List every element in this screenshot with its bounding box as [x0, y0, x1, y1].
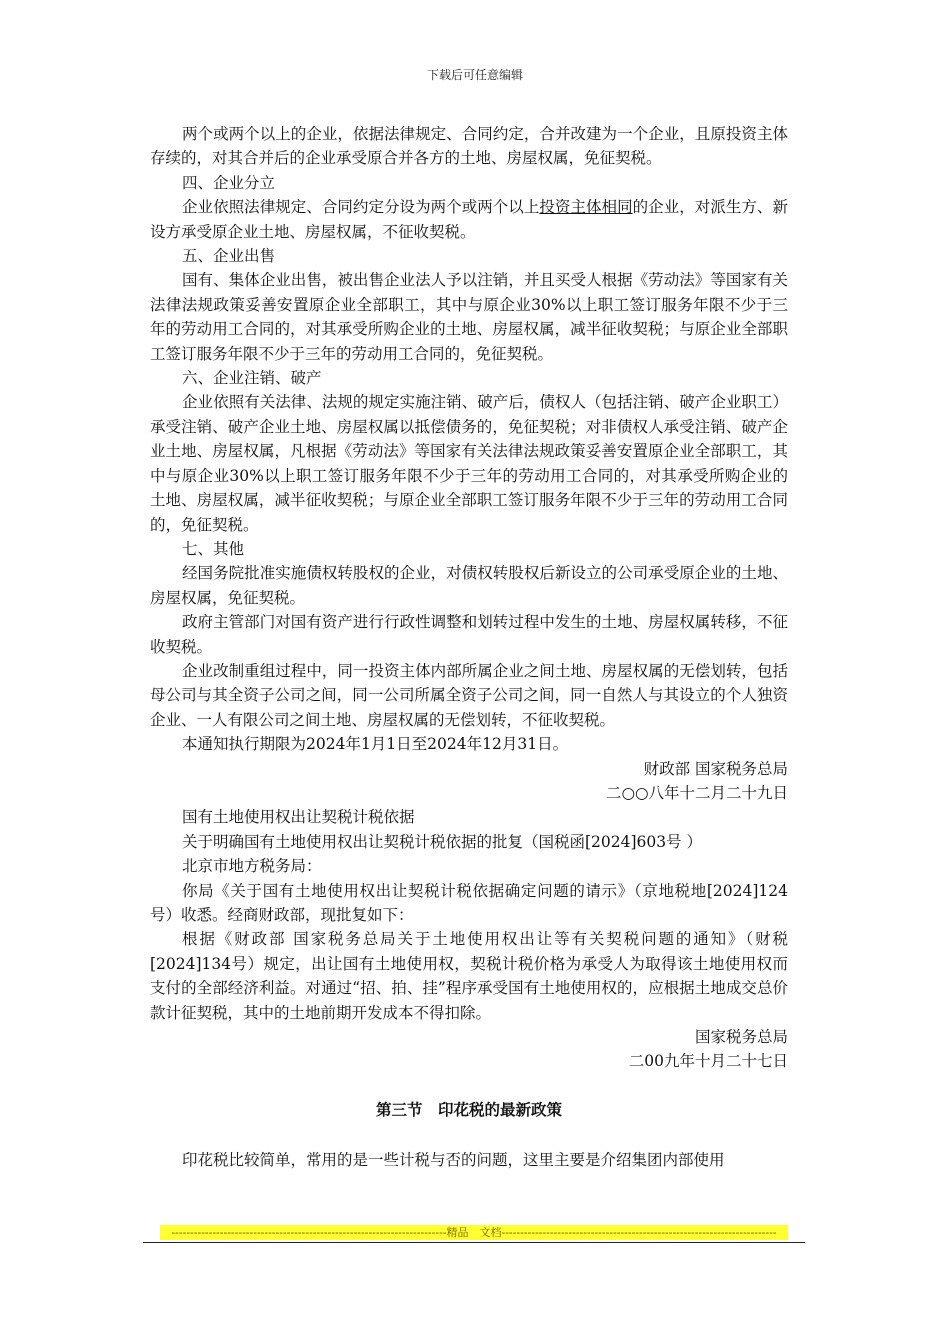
paragraph-stamp-tax: 印花税比较简单，常用的是一些计税与否的问题，这里主要是介绍集团内部使用	[182, 1150, 725, 1169]
signature-issuer-2: 国家税务总局	[694, 1028, 788, 1047]
section-heading-5: 五、企业出售	[182, 247, 276, 266]
addressee: 北京市地方税务局：	[182, 857, 322, 876]
document-body	[150, 122, 788, 1172]
section-heading-4: 四、企业分立	[182, 173, 276, 192]
footer-divider	[143, 1242, 805, 1243]
section-heading-7: 七、其他	[182, 539, 245, 558]
paragraph-split	[150, 195, 788, 244]
paragraph-bankruptcy: 企业依照有关法律、法规的规定实施注销、破产后，债权人（包括注销、破产企业职工）承受注销、破产企业土地、房屋权属以抵偿债务的，免征契税；对非债权人承受注销、破产企业土地、房屋权属，凡根据《劳动法》等国家有关法律法规政策妥善安置原企业全部职工，其中与原企业30%以上职工签订服务年限不少于三年的劳动用工合同的，对其承受所购企业的土地、房屋权属，减半征收契税；与原企业全部职工签订服务年限不少于三年的劳动用工合同的，免征契税。	[150, 393, 788, 534]
signature-date-2: 二00九年十月二十七日	[628, 1052, 788, 1071]
signature-issuer: 财政部 国家税务总局	[643, 759, 788, 778]
paragraph-split-part2: 的企业，对派生方、新设方承受原企业土地、房屋权属，不征收契税。	[150, 198, 788, 241]
underlined-term: 投资主体相同	[539, 198, 633, 217]
paragraph-ruling: 根据《财政部 国家税务总局关于土地使用权出让等有关契税问题的通知》（财税[2024]134号）规定，出让国有土地使用权，契税计税价格为承受人为取得该土地使用权而支付的全部经济利益。对通过“招、拍、挂”程序承受国有土地使用权的，应根据土地成交总价款计征契税，其中的土地前期开发成本不得扣除。	[150, 930, 788, 1022]
paragraph-validity: 本通知执行期限为2024年1月1日至2024年12月31日。	[182, 735, 569, 754]
paragraph-state-assets: 政府主管部门对国有资产进行行政性调整和划转过程中发生的土地、房屋权属转移，不征收契税。	[150, 613, 788, 656]
subtitle-basis: 国有土地使用权出让契税计税依据	[182, 808, 415, 827]
paragraph-split-part1: 企业依照法律规定、合同约定分设为两个或两个以上	[182, 198, 540, 217]
page-header: 下载后可任意编辑	[426, 68, 523, 82]
section-heading-6: 六、企业注销、破产	[182, 369, 322, 388]
reply-title: 关于明确国有土地使用权出让契税计税依据的批复（国税函[2024]603号 ）	[182, 832, 703, 851]
section-title: 第三节 印花税的最新政策	[375, 1100, 562, 1119]
signature-date: 二○○八年十二月二十九日	[605, 783, 788, 802]
page-footer: --------------------------------------------------------------------------精品 文档--------------------------------------------------------------------------	[160, 1225, 788, 1240]
paragraph-sale: 国有、集体企业出售，被出售企业法人予以注销，并且买受人根据《劳动法》等国家有关法律法规政策妥善安置原企业全部职工，其中与原企业30%以上职工签订服务年限不少于三年的劳动用工合同的，对其承受所购企业的土地、房屋权属，减半征收契税；与原企业全部职工签订服务年限不少于三年的劳动用工合同的，免征契税。	[150, 271, 788, 363]
paragraph-debt-equity: 经国务院批准实施债权转股权的企业，对债权转股权后新设立的公司承受原企业的土地、房屋权属，免征契税。	[150, 564, 788, 607]
paragraph-merger: 两个或两个以上的企业，依据法律规定、合同约定，合并改建为一个企业，且原投资主体存续的，对其合并后的企业承受原合并各方的土地、房屋权属，免征契税。	[150, 125, 788, 168]
paragraph-request: 你局《关于国有土地使用权出让契税计税依据确定问题的请示》（京地税地[2024]124号）收悉。经商财政部，现批复如下：	[150, 881, 788, 924]
paragraph-restructuring: 企业改制重组过程中，同一投资主体内部所属企业之间土地、房屋权属的无偿划转，包括母公司与其全资子公司之间，同一公司所属全资子公司之间，同一自然人与其设立的个人独资企业、一人有限公司之间土地、房屋权属的无偿划转，不征收契税。	[150, 661, 788, 729]
